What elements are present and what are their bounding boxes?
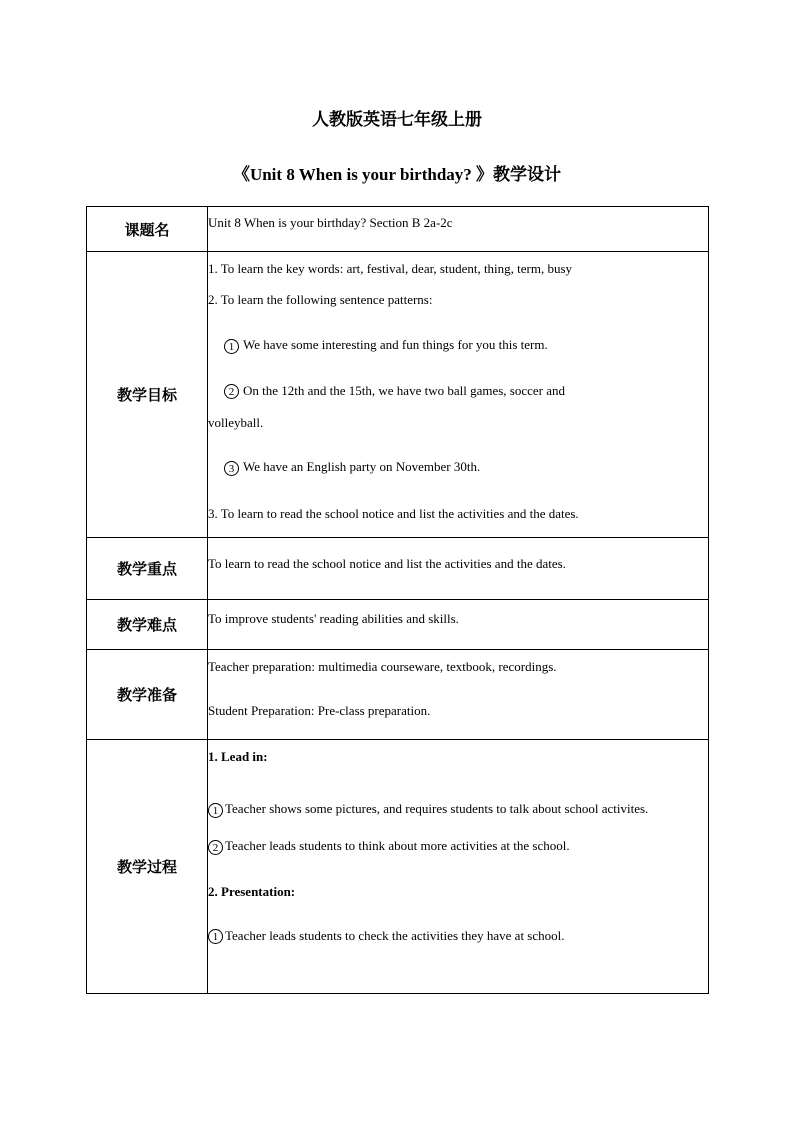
topic-cell [208,207,709,252]
preparation-line-1: Teacher preparation: multimedia courseware, textbook, recordings. [208,659,557,674]
circled-number: 2 [208,840,223,855]
process-step-3 [208,928,708,945]
table-row-process [87,740,709,994]
key-points-cell [208,538,709,600]
goals-item-3-text: We have an English party on November 30th. [243,459,481,475]
goals-line-3: 3. To learn to read the school notice and list the activities and the dates. [208,505,579,521]
circled-number: 1 [208,803,223,818]
circled-number: 1 [224,339,239,354]
difficult-points-text: To improve students' reading abilities and skills. [208,611,459,626]
key-points-label: 教学重点 [87,538,208,600]
process-step-2 [208,838,708,855]
goals-item-2 [208,383,708,400]
topic-label: 课题名 [87,207,208,252]
table-row-topic [87,207,709,252]
process-step-3-text: Teacher leads students to check the activities they have at school. [225,927,565,943]
goals-item-2-continued: volleyball. [208,415,264,431]
table-row-key-points [87,538,709,600]
goals-cell [208,252,709,538]
circled-number: 1 [208,929,223,944]
process-heading-lead-in: 1. Lead in: [208,749,268,764]
difficult-points-label: 教学难点 [87,600,208,650]
table-row-preparation [87,650,709,740]
document-title: 人教版英语七年级上册 [312,110,482,129]
preparation-label: 教学准备 [87,650,208,740]
difficult-points-cell [208,600,709,650]
goals-label: 教学目标 [87,252,208,538]
process-step-2-text: Teacher leads students to think about more activities at the school. [225,838,570,853]
document-subtitle: 《Unit 8 When is your birthday? 》教学设计 [232,165,562,184]
goals-item-3 [208,459,708,476]
process-label: 教学过程 [87,740,208,994]
lesson-plan-table [86,206,709,994]
topic-text: Unit 8 When is your birthday? Section B 2a-2c [208,215,453,230]
process-step-1 [208,793,708,824]
preparation-line-2: Student Preparation: Pre-class preparation. [208,703,431,718]
process-heading-presentation: 2. Presentation: [208,883,296,899]
process-step-1-text: Teacher shows some pictures, and requires students to talk about school activites. [225,801,649,816]
table-row-difficult-points [87,600,709,650]
process-cell [208,740,709,994]
key-points-text: To learn to read the school notice and list the activities and the dates. [208,556,566,571]
circled-number: 2 [224,384,239,399]
goals-item-1 [208,337,708,354]
goals-line-2: 2. To learn the following sentence patterns: [208,292,433,307]
preparation-cell [208,650,709,740]
circled-number: 3 [224,461,239,476]
table-row-goals [87,252,709,538]
goals-item-2-text: On the 12th and the 15th, we have two ball games, soccer and [243,382,566,398]
goals-line-1: 1. To learn the key words: art, festival, dear, student, thing, term, busy [208,261,573,276]
goals-item-1-text: We have some interesting and fun things for you this term. [243,337,548,352]
